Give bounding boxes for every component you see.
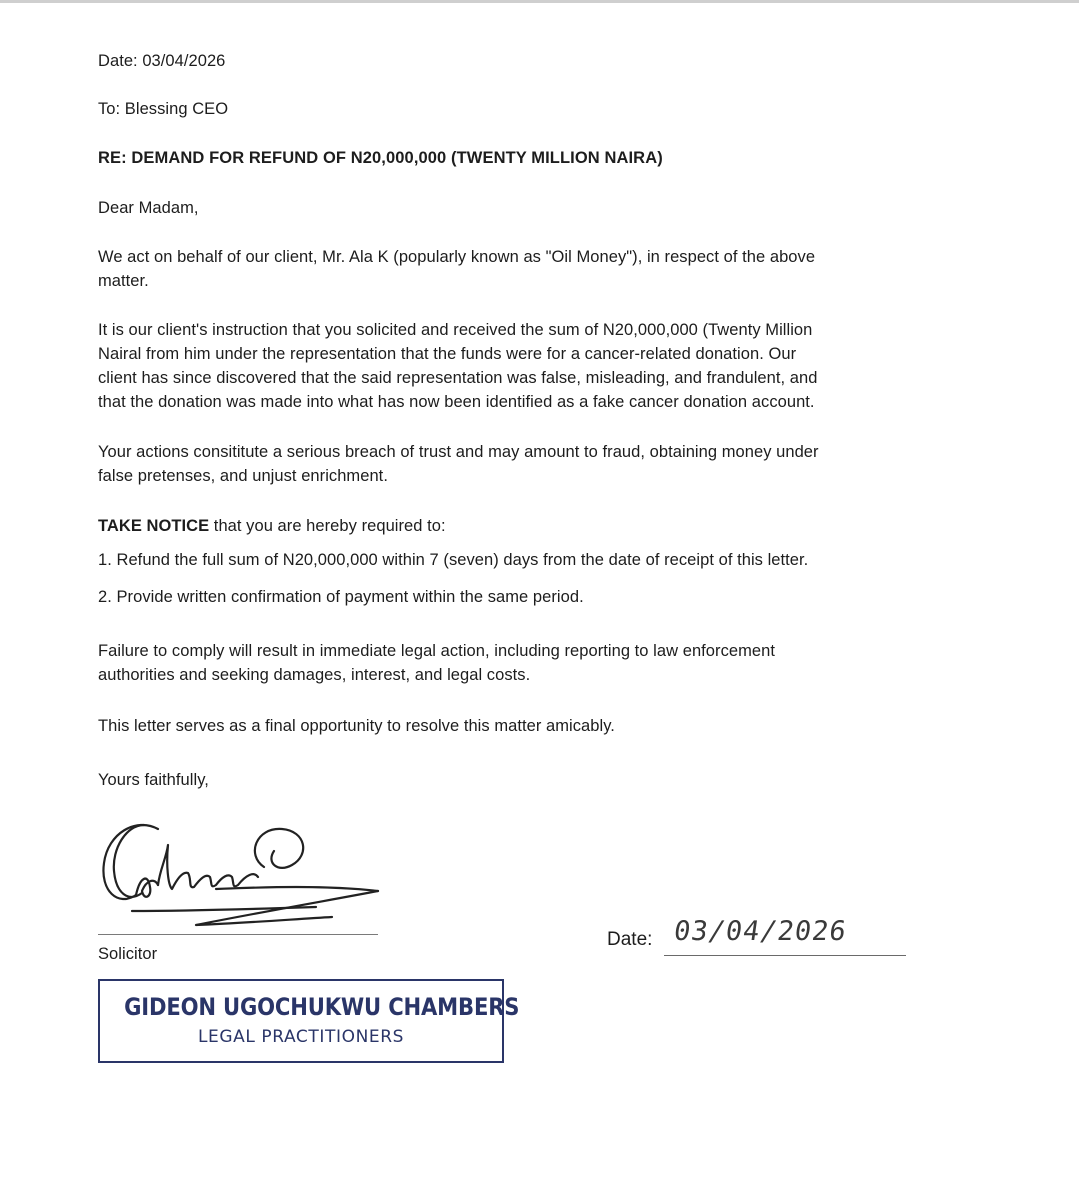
recipient-line: To: Blessing CEO [98,100,229,118]
top-edge [0,0,1079,3]
paragraph-2-line-2: Nairal from him under the representation that the funds were for a cancer-related donation. Our [98,345,797,363]
paragraph-3-line-2: false pretenses, and unjust enrichment. [98,467,388,485]
paragraph-3-line-1: Your actions consititute a serious breach of trust and may amount to fraud, obtaining money under [98,443,819,461]
paragraph-2-line-1: It is our client's instruction that you solicited and received the sum of N20,000,000 (Twenty Million [98,321,813,339]
paragraph-1-line-1: We act on behalf of our client, Mr. Ala K (popularly known as "Oil Money"), in respect of the above [98,248,816,266]
signature-line [98,934,378,935]
signature-date-label: Date: [607,929,653,950]
demand-item-1: 1. Refund the full sum of N20,000,000 within 7 (seven) days from the date of receipt of this letter. [98,551,809,569]
subject-line: RE: DEMAND FOR REFUND OF N20,000,000 (TWENTY MILLION NAIRA) [98,149,663,167]
paragraph-1-line-2: matter. [98,272,149,290]
salutation: Dear Madam, [98,199,199,217]
paragraph-4-line-1: Failure to comply will result in immediate legal action, including reporting to law enforcement [98,642,775,660]
letter-date: Date: 03/04/2026 [98,52,226,70]
law-firm-stamp [98,979,520,1063]
take-notice-rest: that you are hereby required to: [209,517,446,535]
stamp-firm-subtitle: LEGAL PRACTITIONERS [197,1027,405,1047]
take-notice-bold: TAKE NOTICE [98,517,210,535]
closing: Yours faithfully, [98,771,209,789]
signer-title: Solicitor [98,945,158,963]
handwritten-signature [96,815,396,945]
signature-date-handwritten: 03/04/2026 [671,916,849,947]
signature-date-underline [664,955,906,956]
demand-item-2: 2. Provide written confirmation of payment within the same period. [98,588,584,606]
paragraph-2-line-4: that the donation was made into what has now been identified as a fake cancer donation account. [98,393,815,411]
paragraph-5: This letter serves as a final opportunity to resolve this matter amicably. [98,717,615,735]
take-notice-line [98,514,446,538]
paragraph-4-line-2: authorities and seeking damages, interest, and legal costs. [98,666,531,684]
stamp-firm-name: GIDEON UGOCHUKWU CHAMBERS [124,993,520,1021]
paragraph-2-line-3: client has since discovered that the said representation was false, misleading, and frandulent, and [98,369,818,387]
